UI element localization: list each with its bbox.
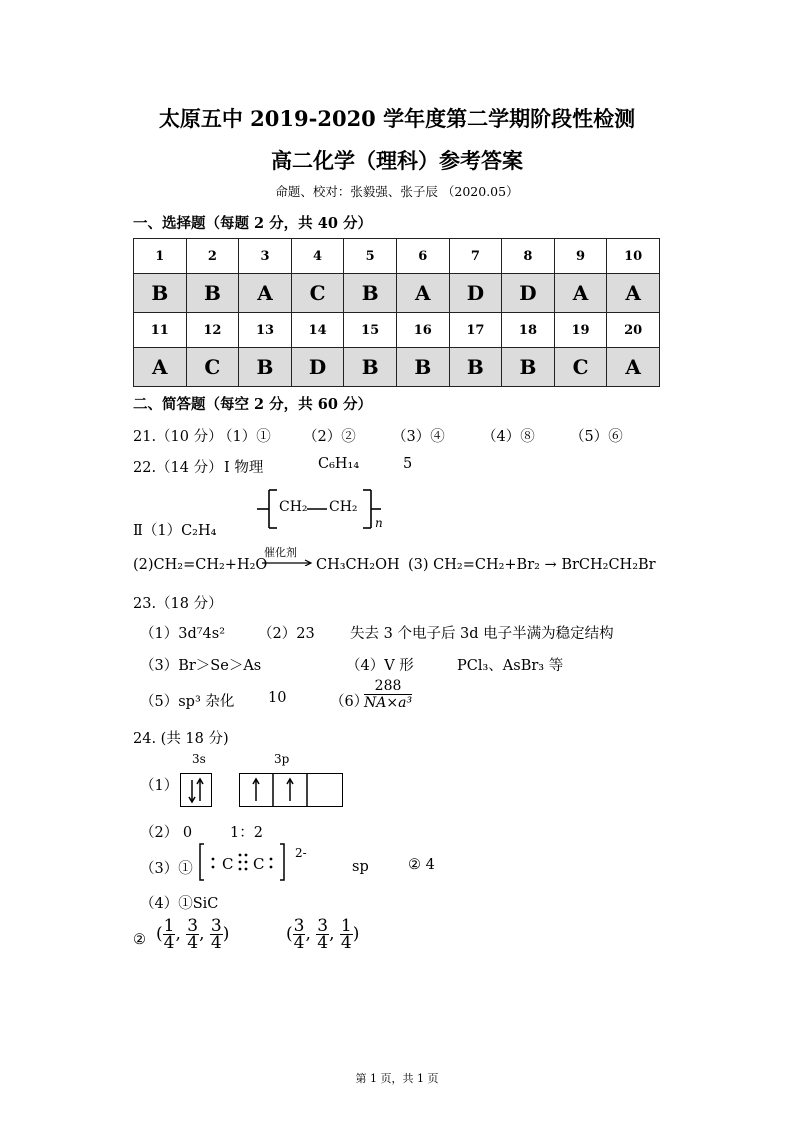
- question-number: 1: [134, 239, 187, 274]
- orbital-3p-label: 3p: [274, 752, 290, 766]
- q21-answer-4: （4）⑧: [482, 429, 535, 445]
- authors-meta: 命题、校对：张毅强、张子辰 （2020.05）: [275, 184, 519, 199]
- question-number: 5: [344, 239, 397, 274]
- svg-text:C: C: [253, 855, 265, 873]
- q24-answer-3: （3）①: [140, 861, 193, 877]
- answer-cell: A: [554, 274, 607, 313]
- coord-den: 4: [317, 933, 329, 953]
- q21-answer-5: （5）⑥: [570, 429, 623, 445]
- q23-answer-2-reason: 失去 3 个电子后 3d 电子半满为稳定结构: [350, 626, 614, 642]
- answer-cell: B: [502, 348, 555, 387]
- orbital-3s-box: [180, 773, 212, 807]
- table-row: [134, 239, 660, 274]
- answer-cell: A: [239, 274, 292, 313]
- answer-cell: C: [291, 274, 344, 313]
- answer-cell: B: [344, 274, 397, 313]
- answer-cell: C: [186, 348, 239, 387]
- q22-reaction-2-left: (2)CH₂=CH₂+H₂O: [133, 557, 268, 573]
- coord-num: 1: [163, 916, 175, 936]
- q21-answer-1: （1）①: [218, 429, 271, 445]
- q24-answer-1: （1）: [140, 778, 179, 794]
- svg-text:C: C: [222, 855, 234, 873]
- catalyst-label: 催化剂: [264, 546, 297, 559]
- q21-label: 21.（10 分）: [133, 429, 223, 445]
- orbital-3p-box: [239, 773, 343, 807]
- q23-label: 23.（18 分）: [133, 596, 223, 612]
- question-number: 14: [291, 313, 344, 348]
- question-number: 9: [554, 239, 607, 274]
- q24-hybridization: sp: [352, 859, 369, 875]
- answer-cell: B: [449, 348, 502, 387]
- coord-num: 3: [293, 916, 305, 936]
- coord-den: 4: [340, 933, 352, 953]
- polyethylene-structure: [257, 486, 387, 536]
- answer-table: [133, 238, 660, 387]
- q21-answer-3: （3）④: [392, 429, 445, 445]
- polymer-unit-left: CH₂: [279, 499, 308, 515]
- unpaired-electrons-icon: [240, 774, 342, 806]
- coordinate-2: ( $\frac{3}{4}$ , $\frac{3}{4}$ , $\frac{1}{4}$ ): [286, 916, 360, 953]
- q22-reaction-3: (3) CH₂=CH₂+Br₂ → BrCH₂CH₂Br: [408, 557, 656, 573]
- question-number: 4: [291, 239, 344, 274]
- q23-answer-3: （3）Br＞Se＞As: [140, 658, 262, 674]
- coord-den: 4: [293, 933, 305, 953]
- coord-den: 4: [163, 933, 175, 953]
- section-2-heading: 二、简答题（每空 2 分，共 60 分）: [133, 396, 372, 413]
- density-fraction: [364, 678, 412, 711]
- question-number: 12: [186, 313, 239, 348]
- question-number: 11: [134, 313, 187, 348]
- question-number: 20: [607, 313, 660, 348]
- question-number: 15: [344, 313, 397, 348]
- fraction-numerator: 288: [364, 678, 412, 695]
- question-number: 6: [396, 239, 449, 274]
- q24-answer-2: （2） 0: [140, 825, 193, 841]
- q24-answer-2b: 1：2: [230, 825, 263, 841]
- q22-isomer-count: 5: [403, 456, 413, 472]
- answer-cell: A: [607, 274, 660, 313]
- q24-answer-3c: ② 4: [408, 857, 435, 873]
- q22-part2: Ⅱ（1）C₂H₄: [133, 523, 217, 539]
- page-title: 太原五中 2019-2020 学年度第二学期阶段性检测: [158, 106, 636, 131]
- lewis-structure-icon: [198, 842, 290, 882]
- reaction-arrow-icon: [262, 546, 314, 566]
- q23-answer-5: （5）sp³ 杂化: [140, 694, 235, 710]
- answer-cell: A: [607, 348, 660, 387]
- question-number: 8: [502, 239, 555, 274]
- coord-num: 3: [187, 916, 199, 936]
- q24-answer-4: （4）①SiC: [140, 896, 219, 912]
- question-number: 19: [554, 313, 607, 348]
- q24-label: 24. (共 18 分): [133, 731, 229, 747]
- coord-den: 4: [210, 933, 222, 953]
- ion-charge: 2-: [295, 846, 307, 860]
- coordinate-1: ( $\frac{1}{4}$ , $\frac{3}{4}$ , $\frac{3}{4}$ ): [156, 916, 230, 953]
- answer-cell: B: [186, 274, 239, 313]
- q22-reaction-2-right: CH₃CH₂OH: [316, 557, 400, 573]
- paired-electrons-icon: [181, 774, 211, 806]
- answer-cell: A: [396, 274, 449, 313]
- question-number: 3: [239, 239, 292, 274]
- answer-cell: A: [134, 348, 187, 387]
- q22-label: 22.（14 分）: [133, 460, 223, 476]
- q22-formula: C₆H₁₄: [318, 456, 360, 472]
- q24-answer-5: ②: [133, 932, 146, 948]
- question-number: 2: [186, 239, 239, 274]
- fraction-denominator: NA×a³: [364, 695, 413, 711]
- q22-part1: Ⅰ 物理: [224, 460, 264, 476]
- coord-num: 3: [317, 916, 329, 936]
- answer-cell: B: [396, 348, 449, 387]
- polymer-n: n: [375, 516, 383, 530]
- q23-answer-4-examples: PCl₃、AsBr₃ 等: [457, 658, 564, 674]
- coord-num: 1: [340, 916, 352, 936]
- polymer-unit-right: CH₂: [329, 499, 358, 515]
- answer-cell: B: [134, 274, 187, 313]
- carbide-ion-structure: [198, 842, 290, 882]
- polymer-bracket-icon: [257, 486, 387, 536]
- answer-cell: D: [291, 348, 344, 387]
- answer-cell: D: [502, 274, 555, 313]
- coord-num: 3: [210, 916, 222, 936]
- catalyst-arrow: [262, 546, 314, 566]
- q23-answer-2: （2）23: [258, 626, 315, 642]
- coord-den: 4: [187, 933, 199, 953]
- question-number: 17: [449, 313, 502, 348]
- q23-answer-4: （4）V 形: [346, 658, 414, 674]
- answer-cell: B: [239, 348, 292, 387]
- question-number: 13: [239, 313, 292, 348]
- q23-answer-5b: 10: [268, 690, 287, 706]
- question-number: 7: [449, 239, 502, 274]
- answer-cell: D: [449, 274, 502, 313]
- q23-answer-6: （6）: [330, 694, 369, 710]
- answer-cell: C: [554, 348, 607, 387]
- q23-answer-1: （1）3d⁷4s²: [140, 626, 226, 642]
- question-number: 16: [396, 313, 449, 348]
- question-number: 10: [607, 239, 660, 274]
- section-1-heading: 一、选择题（每题 2 分，共 40 分）: [133, 215, 372, 232]
- question-number: 18: [502, 313, 555, 348]
- orbital-3s-label: 3s: [192, 752, 206, 766]
- page-subtitle: 高二化学（理科）参考答案: [271, 148, 523, 173]
- table-row: [134, 313, 660, 348]
- answer-cell: B: [344, 348, 397, 387]
- page-footer: 第 1 页，共 1 页: [355, 1072, 439, 1085]
- table-row: [134, 274, 660, 313]
- q21-answer-2: （2）②: [303, 429, 356, 445]
- table-row: [134, 348, 660, 387]
